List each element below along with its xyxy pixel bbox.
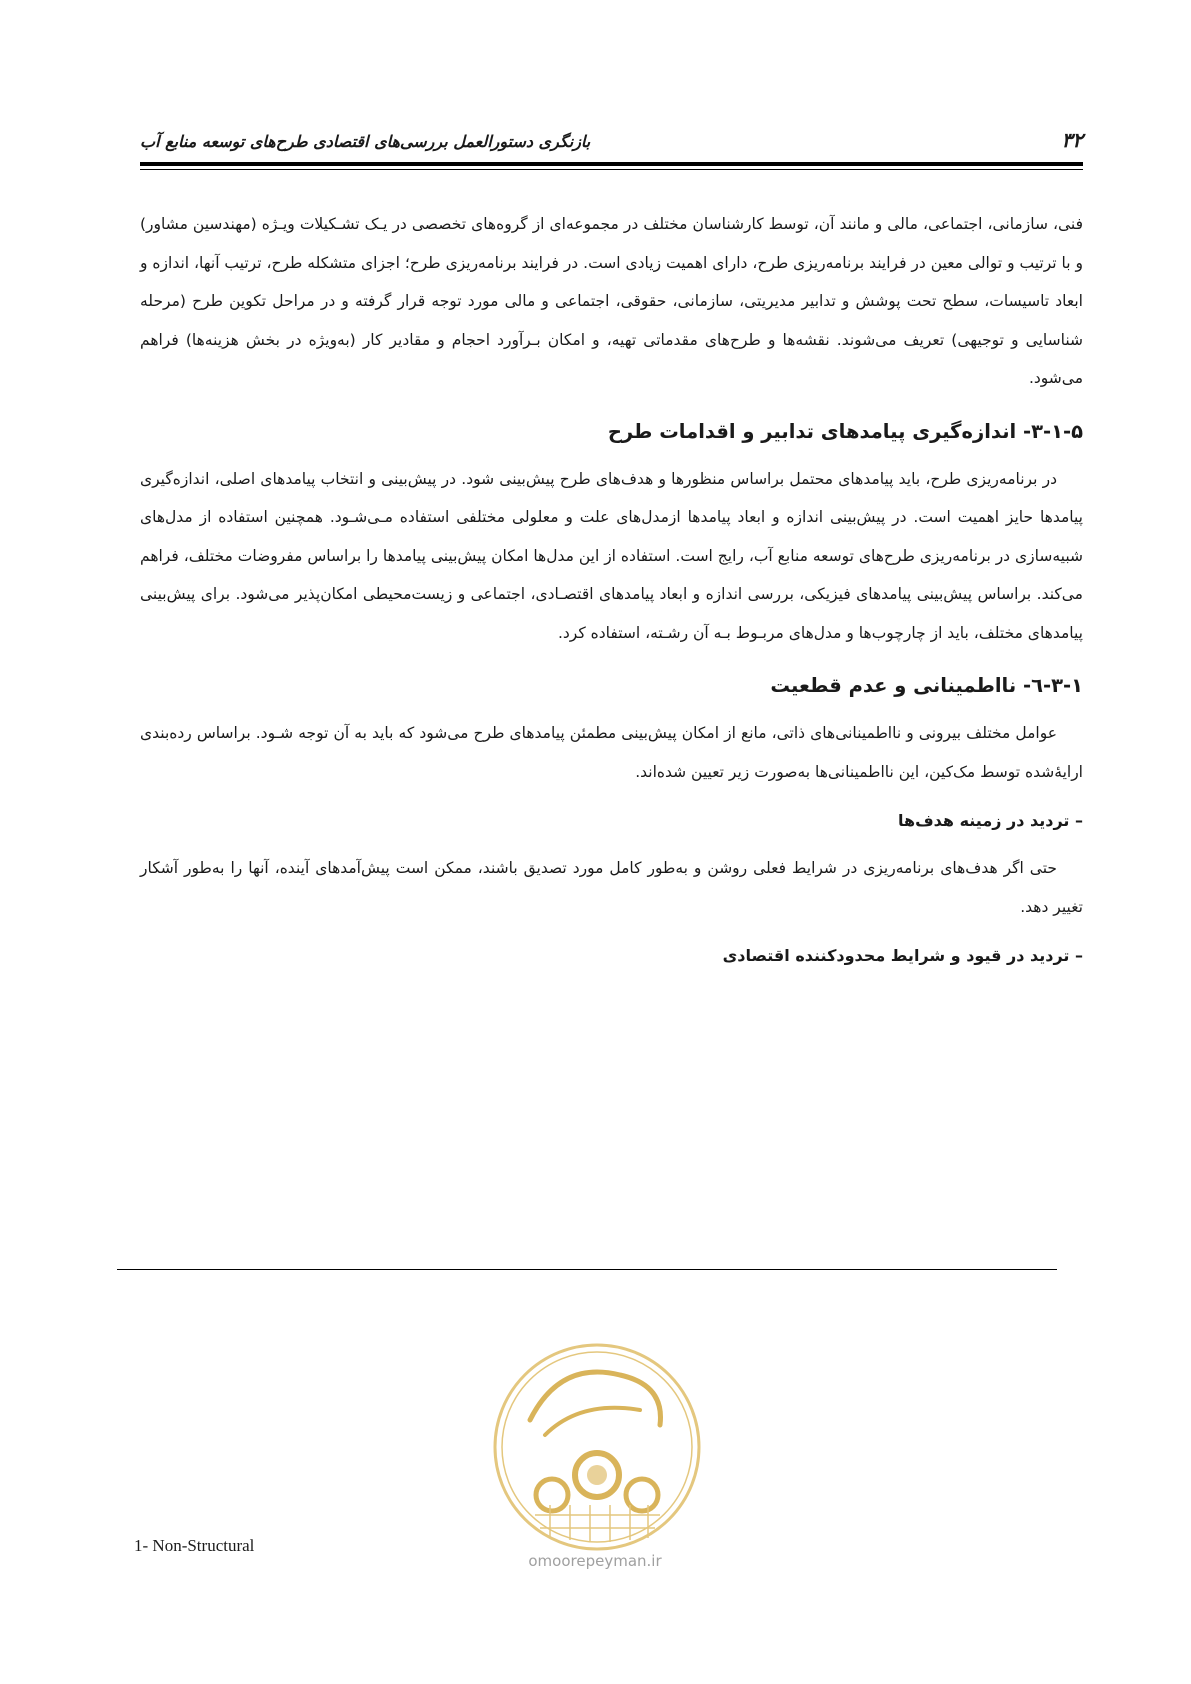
paragraph-uncertainty: عوامل مختلف بیرونی و نااطمینانی‌های ذاتی، مانع از امکان پیش‌بینی مطمئن پیامدهای طرح می‌شود که باید به آن توجه شـود. براساس رده‌بندی ارایهٔ‌شده توسط مک‌کین، این نااطمینانی‌ها به‌صورت زیر تعیین شده‌اند.	[140, 724, 1083, 781]
document-body	[140, 205, 1083, 984]
heading-section-3-1-5: ۳-۱-۵- اندازه‌گیری پیامدهای تدابیر و اقدامات طرح	[607, 419, 1083, 443]
paragraph-goal-uncertainty: حتی اگر هدف‌های برنامه‌ریزی در شرایط فعلی روشن و به‌طور کامل مورد تصدیق باشند، ممکن است پیش‌آمدهای آینده، آنها را به‌طور آشکار تغییر دهد.	[140, 859, 1083, 916]
heading-section-3-1-6: ۳-۱-٦- نااطمینانی و عدم قطعیت	[770, 674, 1083, 697]
header-rule-thin	[140, 169, 1083, 170]
page-number: ۳۲	[1061, 128, 1083, 152]
header-rule-thick	[140, 162, 1083, 166]
watermark-site-label: omoorepeyman.ir	[528, 1552, 662, 1570]
footnote-divider	[117, 1269, 1057, 1270]
heading-goal-uncertainty: – تردید در زمینه هدف‌ها	[897, 811, 1083, 830]
paragraph-intro: فنی، سازمانی، اجتماعی، مالی و مانند آن، توسط کارشناسان مختلف در مجموعه‌ای از گروه‌های تخصصی در یـک تشـکیلات ویـژه (مهندسین مشاور) و با ترتیب و توالی معین در فرایند برنامه‌ریزی طرح، دارای اهمیت زیادی است. در فرایند برنامه‌ریزی طرح؛ اجزای متشکله طرح، ترتیب آنها، اندازه و ابعاد تاسیسات، سطح تحت پوشش و تدابیر مدیریتی، سازمانی، حقوقی، اجتماعی و مالی مورد توجه قرار گرفته و در مراحل تکوین طرح (مرحله شناسایی و توجیهی) تعریف می‌شوند. نقشه‌ها و طرح‌های مقدماتی تهیه، و امکان بـرآورد احجام و مقادیر کار (به‌ویژه در بخش هزینه‌ها) فراهم می‌شود.	[140, 215, 1083, 387]
footnote: 1- Non-Structural	[134, 1536, 255, 1555]
watermark-seal-logo	[490, 1340, 704, 1554]
paragraph-outcome-measurement: در برنامه‌ریزی طرح، باید پیامدهای محتمل براساس منظورها و هدف‌های طرح پیش‌بینی شود. در پیش‌بینی و انتخاب پیامدهای اصلی، اندازه‌گیری پیامدها حایز اهمیت است. در پیش‌بینی اندازه و ابعاد پیامدها ازمدل‌های علت و معلولی مختلفی استفاده مـی‌شـود. همچنین استفاده از مدل‌های شبیه‌سازی در برنامه‌ریزی طرح‌های توسعه منابع آب، رایج است. استفاده از این مدل‌ها امکان پیش‌بینی پیامدها را براساس مفروضات مختلف، فراهم می‌کند. براساس پیش‌بینی پیامدهای فیزیکی، بررسی اندازه و ابعاد پیامدهای اقتصـادی، اجتماعی و زیست‌محیطی امکان‌پذیر می‌شود. برای پیش‌بینی پیامدهای مختلف، باید از چارچوب‌ها و مدل‌های مربـوط بـه آن رشـته، استفاده کرد.	[140, 469, 1083, 642]
heading-constraint-uncertainty: – تردید در قیود و شرایط محدودکننده اقتصادی	[722, 946, 1083, 965]
running-title: بازنگری دستورالعمل بررسی‌های اقتصادی طرح‌های توسعه منابع آب	[140, 132, 591, 151]
page-header	[140, 120, 1083, 160]
